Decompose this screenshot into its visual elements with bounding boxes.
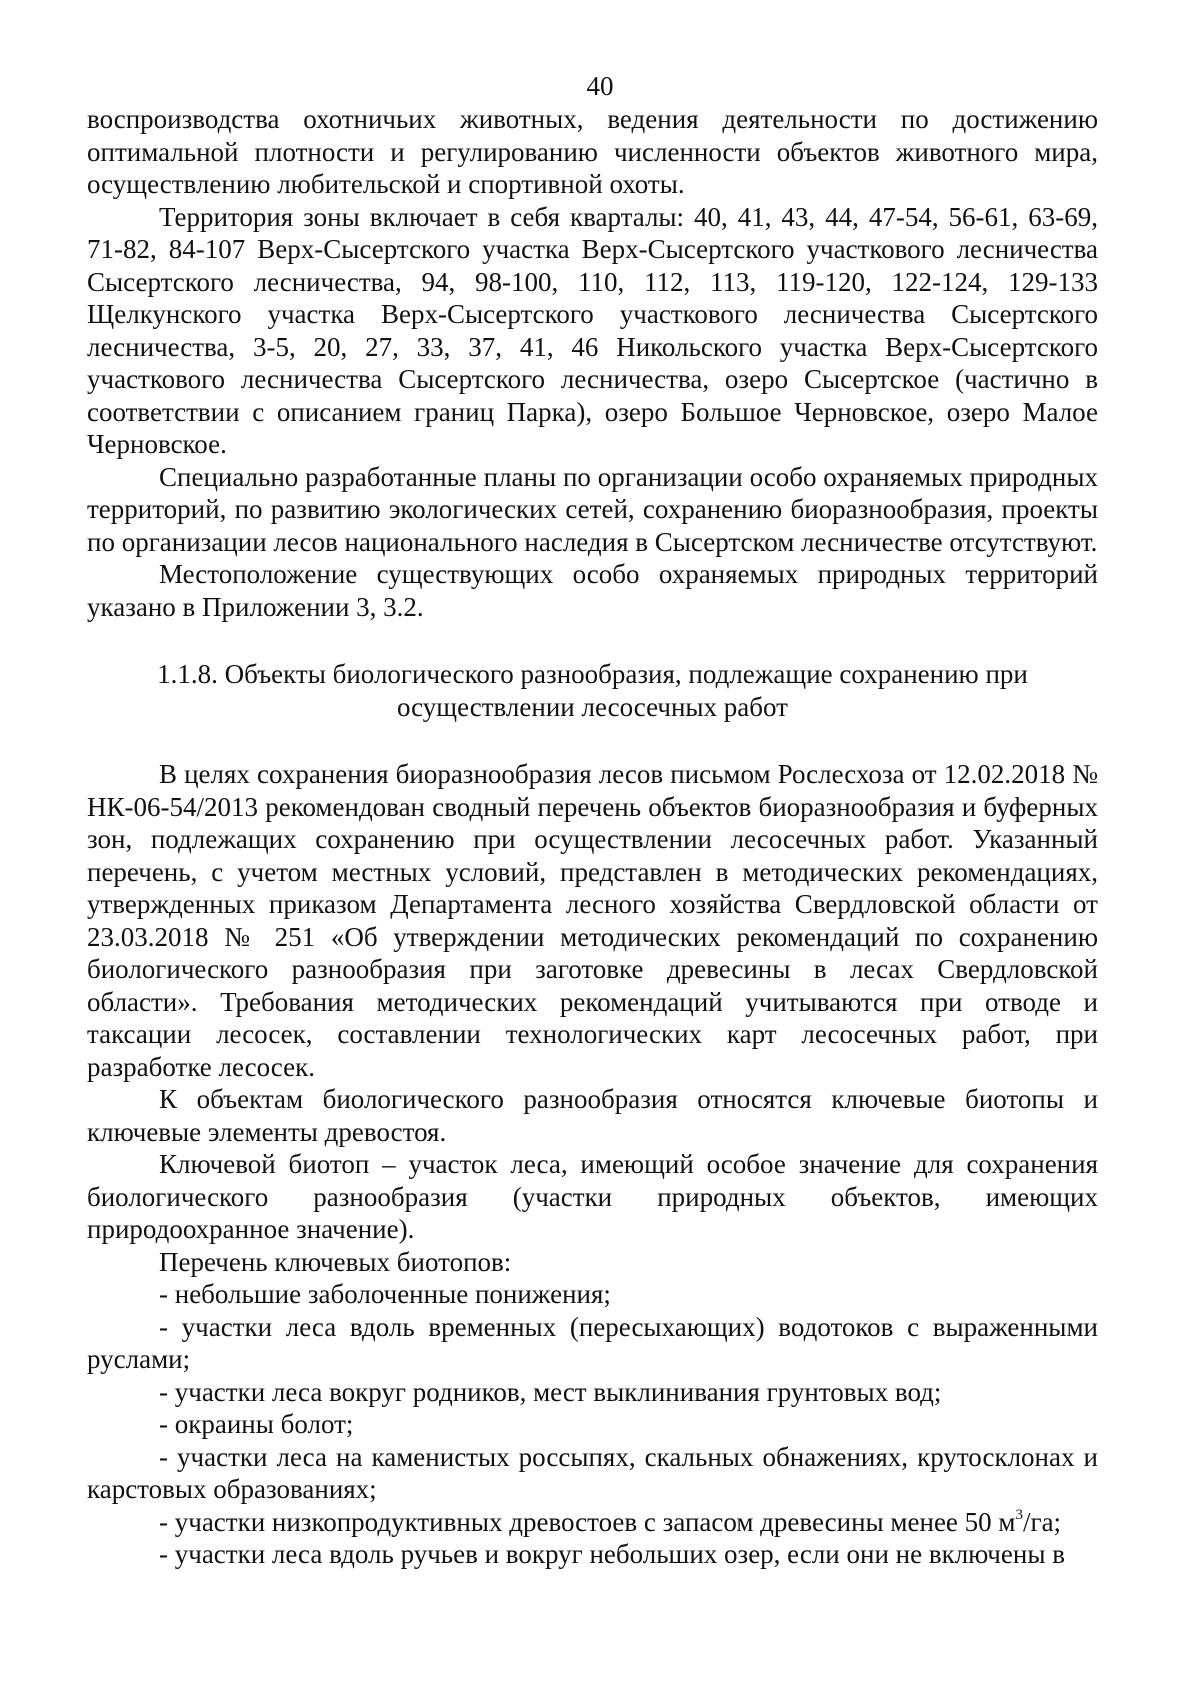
page-number: 40 xyxy=(586,71,614,101)
paragraph-special-plans: Специально разработанные планы по организации особо охраняемых природных территорий, по развитию экологических сетей, сохранению биоразнообразия, проекты по организации лесов национального наследия в Сысертском лесничестве отсутствуют. xyxy=(87,461,1098,557)
list-item-text-end: /га; xyxy=(1023,1506,1062,1537)
paragraph-biodiversity-letter: В целях сохранения биоразнообразия лесов письмом Рослесхоза от 12.02.2018 № НК-06-54/2013 рекомендован сводный перечень объектов биоразнообразия и буферных зон, подлежащих сохранению при осуществлении лесосечных работ. Указанный перечень, с учетом местных условий, представлен в методических рекомендациях, утвержденных приказом Департамента лесного хозяйства Свердловской области от 23.03.2018 № 251 «Об утверждении методических рекомендаций по сохранению биологического разнообразия при заготовке древесины в лесах Свердловской области». Требования методических рекомендаций учитываются при отводе и таксации лесосек, составлении технологических карт лесосечных работ, при разработке лесосек. xyxy=(87,759,1098,1082)
section-spacer xyxy=(87,723,1098,758)
section-heading-line-2: осуществлении лесосечных работ xyxy=(397,691,788,722)
list-item: - небольшие заболоченные понижения; xyxy=(159,1279,611,1309)
paragraph-biodiversity-objects: К объектам биологического разнообразия относятся ключевые биотопы и ключевые элементы древостоя. xyxy=(87,1084,1098,1147)
section-heading-line-1: 1.1.8. Объекты биологического разнообразия, подлежащие сохранению при xyxy=(157,659,1028,689)
list-item: - участки леса вокруг родников, мест выклинивания грунтовых вод; xyxy=(159,1376,942,1407)
paragraph-continuation: воспроизводства охотничьих животных, ведения деятельности по достижению оптимальной плотности и регулированию численности объектов животного мира, осуществлению любительской и спортивной охоты. xyxy=(87,104,1098,199)
section-heading xyxy=(87,658,1098,723)
paragraph-location-reference: Местоположение существующих особо охраняемых природных территорий указано в Приложении 3, 3.2. xyxy=(87,559,1098,622)
list-item: - окраины болот; xyxy=(159,1409,354,1439)
list-item: - участки леса вдоль временных (пересыхающих) водотоков с выраженными руслами; xyxy=(87,1311,1098,1374)
list-item-last: - участки леса вдоль ручьев и вокруг небольших озер, если они не включены в xyxy=(159,1539,1065,1569)
paragraph-list-intro: Перечень ключевых биотопов: xyxy=(159,1246,512,1277)
document-body xyxy=(87,103,1098,1571)
superscript: 3 xyxy=(1015,1506,1023,1523)
list-item-text: - участки низкопродуктивных древостоев с запасом древесины менее 50 м xyxy=(159,1506,1016,1537)
paragraph-key-biotope-definition: Ключевой биотоп – участок леса, имеющий особое значение для сохранения биологического разнообразия (участки природных объектов, имеющих природоохранное значение). xyxy=(87,1149,1098,1244)
paragraph-zone-territory: Территория зоны включает в себя кварталы: 40, 41, 43, 44, 47-54, 56-61, 63-69, 71-82, 84-107 Верх-Сысертского участка Верх-Сысертского участкового лесничества Сысертского лесничества, 94, 98-100, 110, 112, 113, 119-120, 122-124, 129-133 Щелкунского участка Верх-Сысертского участкового лесничества Сысертского лесничества, 3-5, 20, 27, 33, 37, 41, 46 Никольского участка Верх-Сысертского участкового лесничества Сысертского лесничества, озеро Сысертское (частично в соответствии с описанием границ Парка), озеро Большое Черновское, озеро Малое Черновское. xyxy=(87,201,1098,459)
list-item: - участки леса на каменистых россыпях, скальных обнажениях, крутосклонах и карстовых образованиях; xyxy=(87,1441,1098,1504)
list-item-low-stock xyxy=(87,1506,1098,1539)
